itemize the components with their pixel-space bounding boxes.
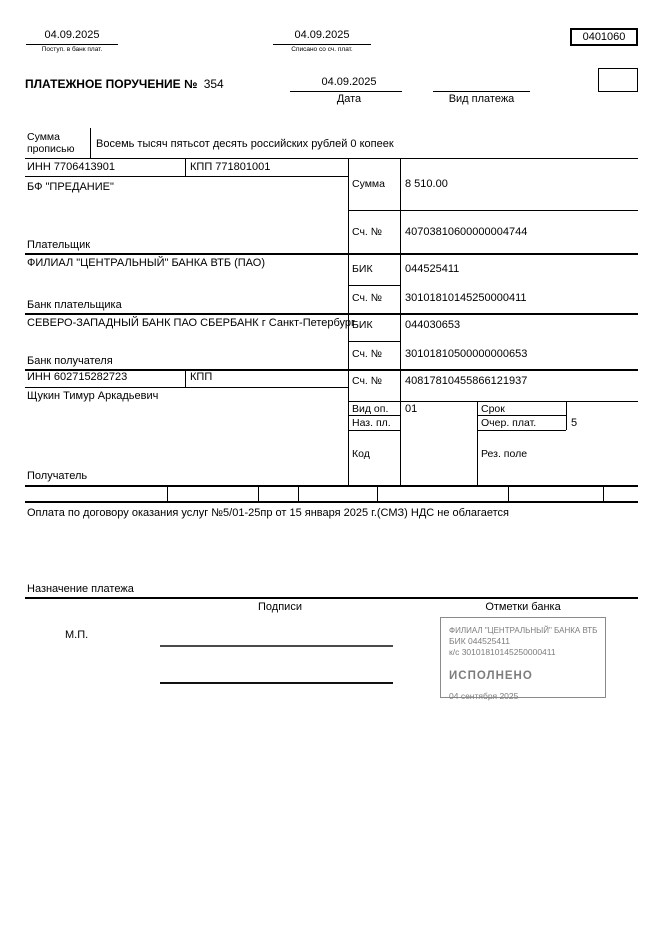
amount-words-value: Восемь тысяч пятьсот десять российских рублей 0 копеек: [96, 138, 394, 150]
payer-name: БФ "ПРЕДАНИЕ": [27, 181, 114, 193]
grid-line: [90, 128, 91, 158]
doc-title-row: [25, 77, 224, 91]
grid-line: [400, 158, 401, 485]
term-label: Срок: [481, 403, 505, 415]
code-label: Код: [352, 448, 370, 460]
purpose-label: Назначение платежа: [27, 583, 134, 595]
grid-line: [25, 597, 638, 599]
form-code: 0401060: [582, 31, 626, 43]
signature-line-1: [160, 645, 393, 647]
stamp-bank-name: ФИЛИАЛ "ЦЕНТРАЛЬНЫЙ" БАНКА ВТБ: [449, 626, 598, 635]
grid-line: [477, 401, 478, 485]
form-code-box: [570, 28, 638, 46]
payer-label: Плательщик: [27, 239, 91, 251]
grid-line: [25, 158, 638, 159]
payee-inn: ИНН 602715282723: [27, 371, 128, 383]
grid-line: [185, 369, 186, 387]
payee-bank-bik-label: БИК: [352, 319, 373, 331]
bank-marks-heading: Отметки банка: [485, 601, 561, 613]
priority-value: 5: [571, 417, 578, 429]
doc-date-field: [298, 76, 400, 106]
payment-type-label: Вид платежа: [448, 93, 515, 105]
grid-line: [508, 485, 509, 501]
header-empty-box: [598, 68, 638, 92]
payer-account-label: Сч. №: [352, 226, 383, 238]
payee-bank-name: СЕВЕРО-ЗАПАДНЫЙ БАНК ПАО СБЕРБАНК г Санкт-Петербург: [27, 317, 356, 329]
payer-bank-label: Банк плательщика: [27, 299, 122, 311]
payee-kpp: КПП: [190, 371, 213, 383]
grid-line: [603, 485, 604, 501]
grid-line: [25, 501, 638, 503]
payer-bank-account: 30101810145250000411: [405, 292, 527, 304]
grid-line: [25, 387, 348, 388]
doc-number: 354: [203, 77, 224, 91]
grid-line: [258, 485, 259, 501]
payer-bank-name: ФИЛИАЛ "ЦЕНТРАЛЬНЫЙ" БАНКА ВТБ (ПАО): [27, 257, 265, 269]
stamp-status: ИСПОЛНЕНО: [449, 670, 533, 682]
grid-line: [477, 415, 566, 416]
debited-date-value: 04.09.2025: [294, 29, 350, 41]
bank-stamp: [440, 617, 606, 701]
payer-bank-account-label: Сч. №: [352, 292, 383, 304]
payer-inn: ИНН 7706413901: [27, 161, 116, 173]
grid-line: [185, 158, 186, 176]
naz-pl-label: Наз. пл.: [352, 417, 391, 429]
amount-words-label: Сумма прописью: [27, 131, 75, 155]
payee-bank-bik: 044030653: [405, 319, 461, 331]
op-type-label: Вид оп.: [352, 403, 389, 415]
stamp-bik: БИК 044525411: [449, 636, 510, 646]
received-date-field: [30, 29, 114, 54]
grid-line: [348, 285, 400, 286]
payee-bank-account: 30101810500000000653: [405, 348, 528, 360]
payer-kpp: КПП 771801001: [190, 161, 271, 173]
doc-title: ПЛАТЕЖНОЕ ПОРУЧЕНИЕ №: [25, 77, 198, 91]
grid-line: [348, 401, 638, 402]
stamp-date: 04 сентября 2025: [449, 691, 519, 701]
grid-line: [167, 485, 168, 501]
mp-label: М.П.: [65, 629, 89, 641]
payment-type-value: [433, 76, 530, 89]
doc-date-label: Дата: [336, 93, 362, 105]
grid-line: [377, 485, 378, 501]
payee-bank-label: Банк получателя: [27, 355, 113, 367]
doc-date-underline: [290, 91, 402, 92]
sum-value: 8 510.00: [405, 178, 448, 190]
signatures-heading: Подписи: [258, 601, 302, 613]
received-date-value: 04.09.2025: [44, 29, 100, 41]
received-date-underline: [26, 44, 118, 45]
grid-line: [348, 430, 400, 431]
payment-type-field: [433, 76, 530, 106]
debited-date-underline: [273, 44, 371, 45]
grid-line: [566, 401, 567, 430]
sum-label: Сумма: [352, 178, 385, 190]
received-date-caption: Поступ. в банк плат.: [41, 46, 103, 53]
payee-account: 40817810455866121937: [405, 375, 528, 387]
grid-line: [348, 341, 400, 342]
grid-line: [25, 485, 638, 487]
payer-bank-bik-label: БИК: [352, 263, 373, 275]
payment-type-underline: [433, 91, 530, 92]
debited-date-caption: Списано со сч. плат.: [291, 46, 353, 53]
grid-line: [348, 210, 638, 211]
doc-date-value: 04.09.2025: [321, 76, 377, 88]
grid-line: [25, 176, 348, 177]
payer-bank-bik: 044525411: [405, 263, 460, 275]
grid-line: [348, 415, 400, 416]
grid-line: [25, 313, 638, 315]
payee-label: Получатель: [27, 470, 88, 482]
payee-bank-account-label: Сч. №: [352, 348, 383, 360]
purpose-text: Оплата по договору оказания услуг №5/01-25пр от 15 января 2025 г.(СМЗ) НДС не облагается: [27, 507, 510, 519]
priority-label: Очер. плат.: [481, 417, 537, 429]
payee-account-label: Сч. №: [352, 375, 383, 387]
signature-line-2: [160, 682, 393, 684]
debited-date-field: [277, 29, 367, 54]
payee-name: Щукин Тимур Аркадьевич: [27, 390, 159, 402]
op-type-value: 01: [405, 403, 418, 415]
reserve-label: Рез. поле: [481, 448, 528, 460]
payer-account: 40703810600000004744: [405, 226, 528, 238]
grid-line: [298, 485, 299, 501]
grid-line: [25, 253, 638, 255]
grid-line: [477, 430, 566, 431]
stamp-corr-account: к/с 30101810145250000411: [449, 647, 556, 657]
